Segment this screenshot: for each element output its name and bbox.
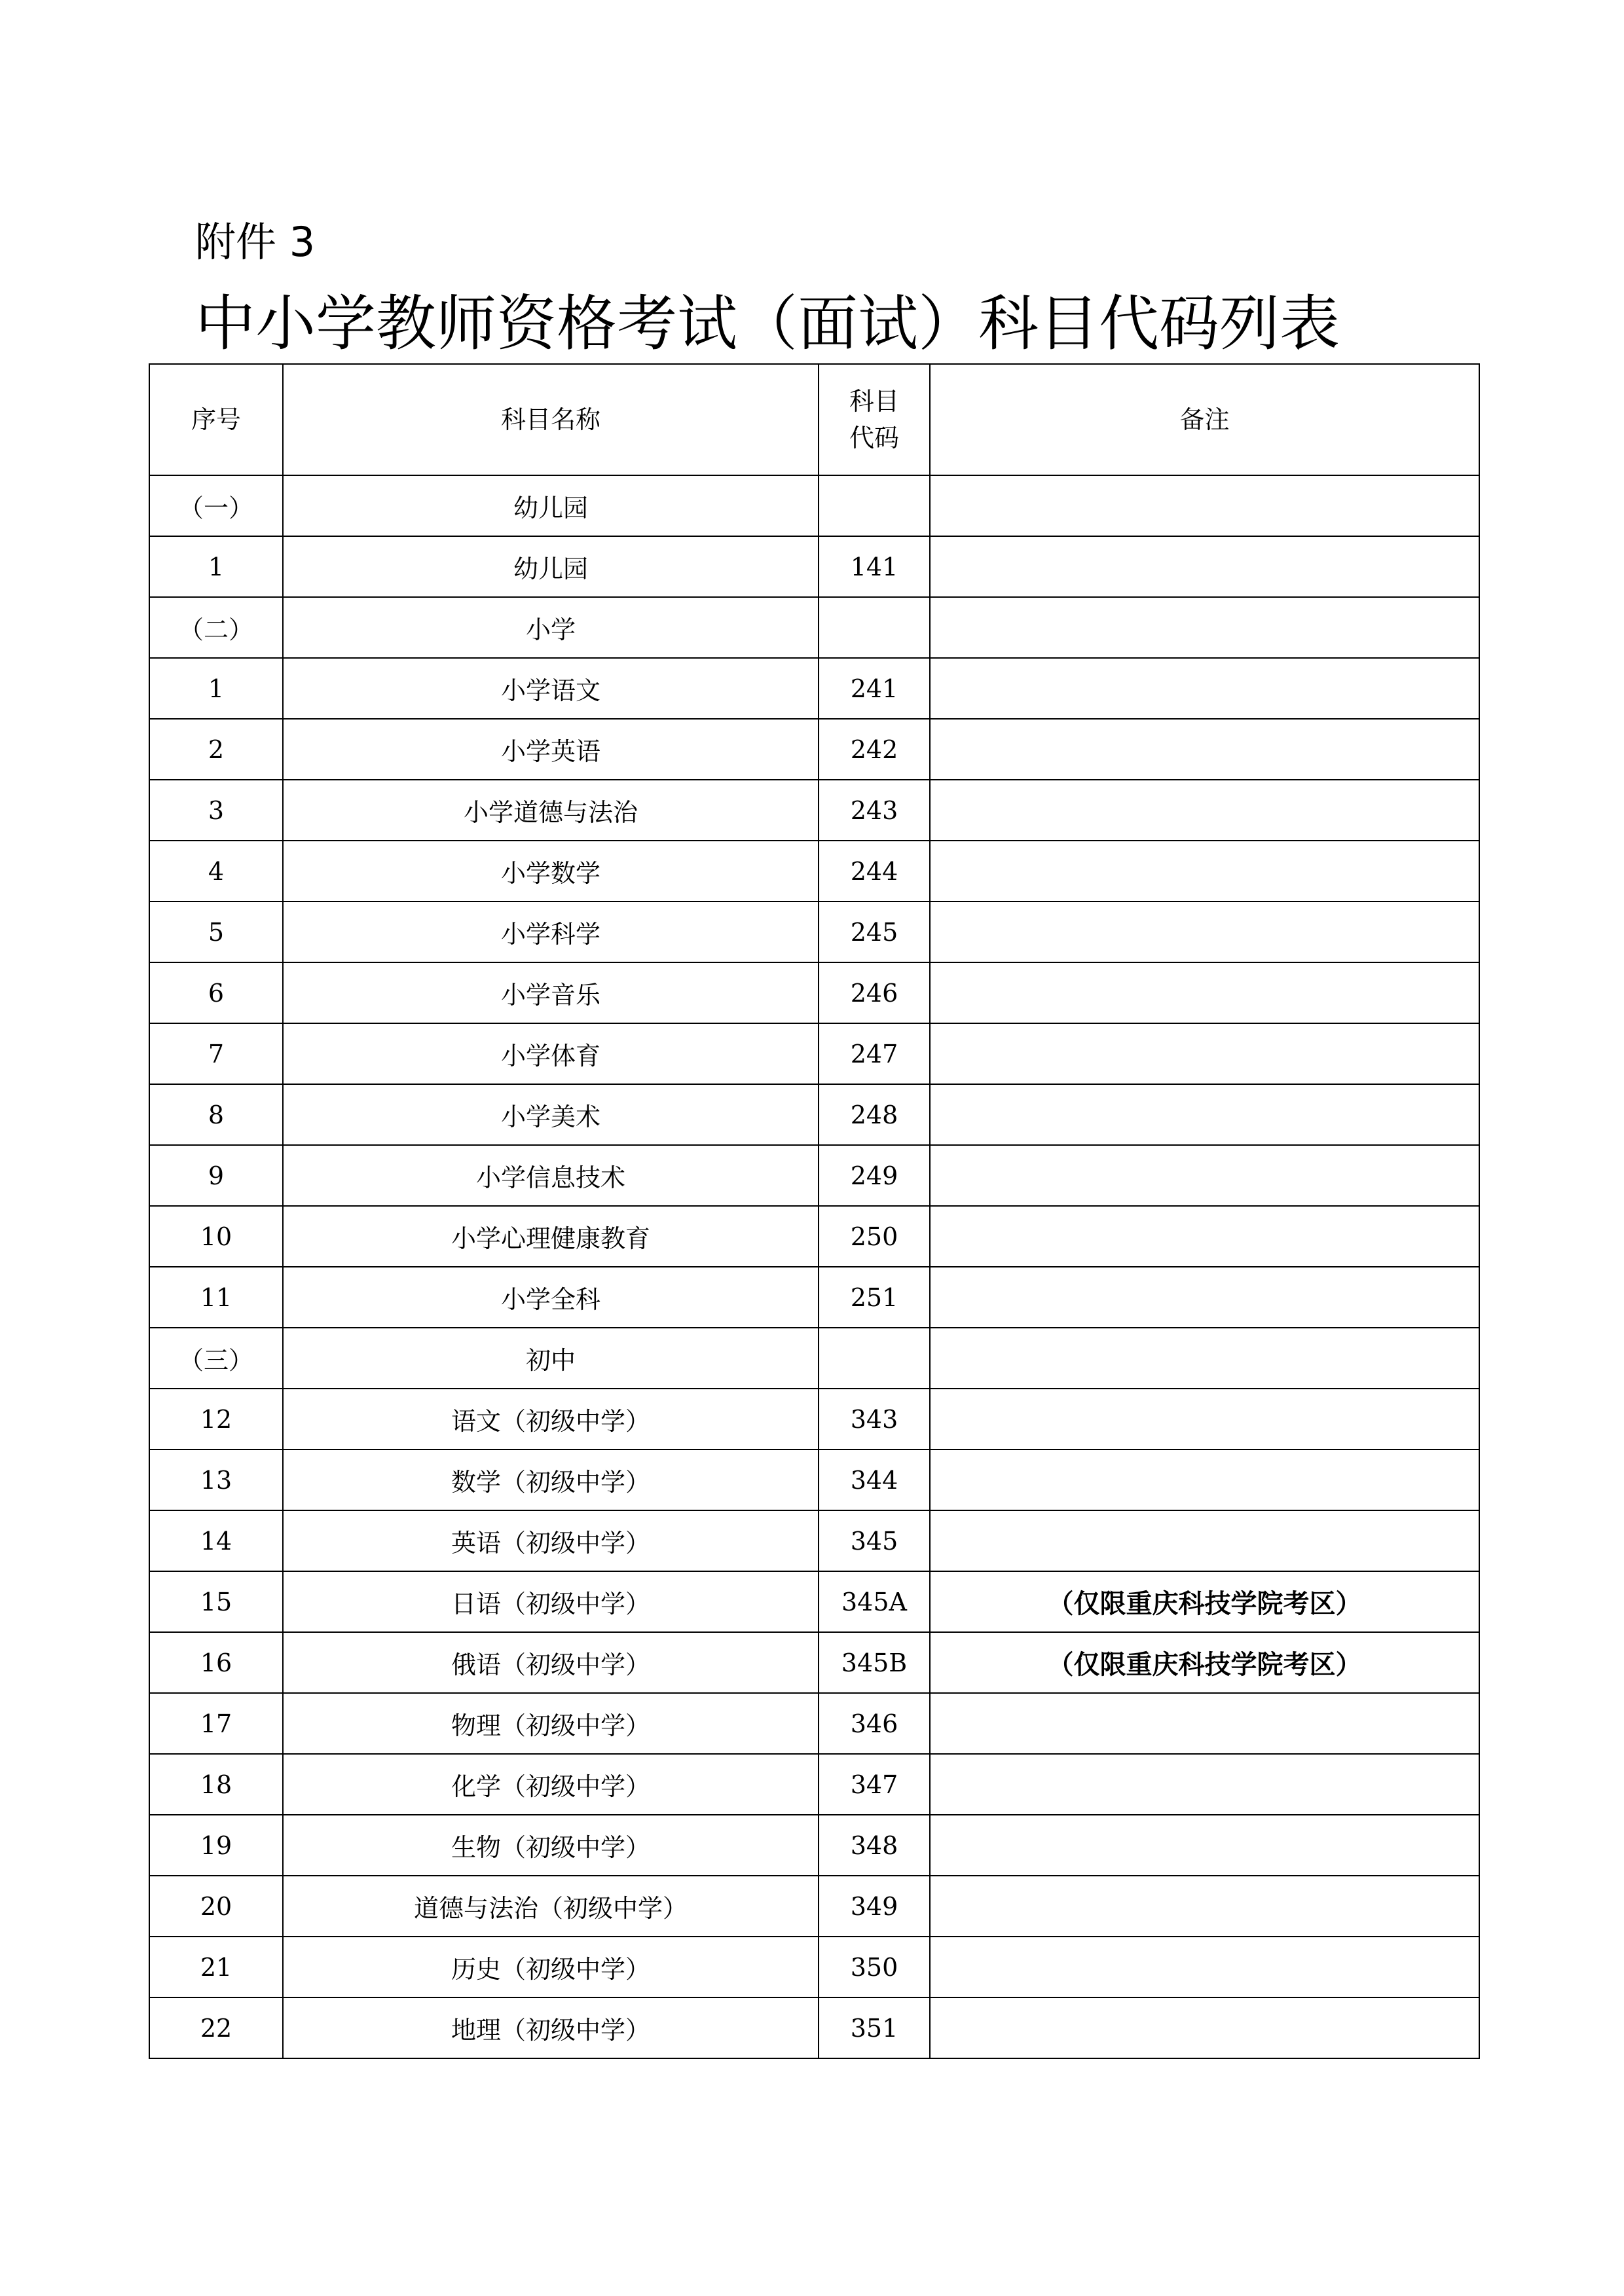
row-remark bbox=[930, 780, 1479, 841]
row-seq bbox=[149, 1754, 283, 1815]
row-subject-code: 248 bbox=[819, 1084, 930, 1145]
row-subject-code: 347 bbox=[819, 1754, 930, 1815]
row-seq bbox=[149, 1815, 283, 1876]
row-subject-name: 俄语（初级中学） bbox=[283, 1632, 819, 1693]
subject-code-table bbox=[149, 363, 1480, 2059]
row-remark bbox=[930, 1023, 1479, 1084]
row-subject-name: 小学美术 bbox=[283, 1084, 819, 1145]
table-row bbox=[149, 1449, 1479, 1510]
row-subject-code: 241 bbox=[819, 658, 930, 719]
table-row bbox=[149, 841, 1479, 902]
row-seq-text: 18 bbox=[200, 1770, 232, 1799]
row-subject-name: 小学 bbox=[283, 597, 819, 658]
row-subject-code: 351 bbox=[819, 1997, 930, 2058]
row-subject-code: 242 bbox=[819, 719, 930, 780]
row-subject-name: 小学心理健康教育 bbox=[283, 1206, 819, 1267]
table-row bbox=[149, 1328, 1479, 1389]
table-row bbox=[149, 1571, 1479, 1632]
row-seq-text: 20 bbox=[200, 1891, 232, 1921]
row-seq bbox=[149, 1997, 283, 2058]
row-remark bbox=[930, 962, 1479, 1023]
row-remark bbox=[930, 536, 1479, 597]
table-row bbox=[149, 1267, 1479, 1328]
row-seq-text: 1 bbox=[208, 552, 225, 581]
row-seq bbox=[149, 658, 283, 719]
row-seq-text: 11 bbox=[200, 1283, 232, 1312]
row-subject-code: 249 bbox=[819, 1145, 930, 1206]
table-row bbox=[149, 1754, 1479, 1815]
table-row bbox=[149, 1937, 1479, 1997]
row-subject-code: 245 bbox=[819, 902, 930, 962]
row-subject-code: 349 bbox=[819, 1876, 930, 1937]
row-seq bbox=[149, 1023, 283, 1084]
row-subject-name: 数学（初级中学） bbox=[283, 1449, 819, 1510]
row-subject-name: 地理（初级中学） bbox=[283, 1997, 819, 2058]
row-seq-text: 9 bbox=[208, 1161, 225, 1190]
row-seq bbox=[149, 902, 283, 962]
row-remark bbox=[930, 1997, 1479, 2058]
row-remark bbox=[930, 1084, 1479, 1145]
row-remark bbox=[930, 597, 1479, 658]
table-row bbox=[149, 1510, 1479, 1571]
row-remark bbox=[930, 1754, 1479, 1815]
row-seq-text: 19 bbox=[200, 1831, 232, 1860]
row-seq bbox=[149, 1876, 283, 1937]
row-remark bbox=[930, 1267, 1479, 1328]
table-row bbox=[149, 1815, 1479, 1876]
row-subject-name: 历史（初级中学） bbox=[283, 1937, 819, 1997]
row-seq bbox=[149, 1632, 283, 1693]
row-seq-text: 15 bbox=[200, 1587, 232, 1616]
row-seq-text: 12 bbox=[200, 1404, 232, 1434]
header-subject-code bbox=[819, 364, 930, 475]
row-seq-text: 4 bbox=[208, 856, 225, 886]
row-seq-text: 1 bbox=[208, 674, 225, 703]
row-subject-name: 小学体育 bbox=[283, 1023, 819, 1084]
table-row bbox=[149, 1145, 1479, 1206]
row-seq: （二） bbox=[149, 597, 283, 658]
row-seq-text: 21 bbox=[200, 1952, 232, 1982]
page-title: 中小学教师资格考试（面试）科目代码列表 bbox=[195, 289, 1340, 359]
row-remark bbox=[930, 658, 1479, 719]
header-remark: 备注 bbox=[930, 364, 1479, 475]
row-remark bbox=[930, 1389, 1479, 1449]
row-subject-name: 化学（初级中学） bbox=[283, 1754, 819, 1815]
row-seq bbox=[149, 1571, 283, 1632]
row-subject-code: 348 bbox=[819, 1815, 930, 1876]
row-subject-name: 生物（初级中学） bbox=[283, 1815, 819, 1876]
row-subject-code: 345 bbox=[819, 1510, 930, 1571]
table-row bbox=[149, 780, 1479, 841]
row-seq-text: 14 bbox=[200, 1526, 232, 1556]
row-subject-code: 344 bbox=[819, 1449, 930, 1510]
table-row bbox=[149, 1693, 1479, 1754]
row-seq-text: 2 bbox=[208, 735, 225, 764]
row-seq bbox=[149, 841, 283, 902]
row-seq: （三） bbox=[149, 1328, 283, 1389]
row-remark bbox=[930, 1449, 1479, 1510]
table-body bbox=[149, 364, 1479, 2058]
row-seq-text: 13 bbox=[200, 1465, 232, 1495]
row-seq-text: 22 bbox=[200, 2013, 232, 2043]
row-subject-code bbox=[819, 475, 930, 536]
table-row bbox=[149, 1206, 1479, 1267]
row-subject-code: 346 bbox=[819, 1693, 930, 1754]
row-remark bbox=[930, 1206, 1479, 1267]
row-subject-name: 小学全科 bbox=[283, 1267, 819, 1328]
row-subject-name: 道德与法治（初级中学） bbox=[283, 1876, 819, 1937]
row-remark bbox=[930, 1510, 1479, 1571]
table-header-row bbox=[149, 364, 1479, 475]
row-remark: （仅限重庆科技学院考区） bbox=[930, 1632, 1479, 1693]
row-seq bbox=[149, 962, 283, 1023]
table-row bbox=[149, 1084, 1479, 1145]
row-subject-code: 251 bbox=[819, 1267, 930, 1328]
row-subject-name: 幼儿园 bbox=[283, 536, 819, 597]
row-subject-code bbox=[819, 597, 930, 658]
row-seq-text: 5 bbox=[208, 917, 225, 947]
row-subject-code bbox=[819, 1328, 930, 1389]
row-subject-name: 幼儿园 bbox=[283, 475, 819, 536]
header-seq: 序号 bbox=[149, 364, 283, 475]
row-subject-name: 初中 bbox=[283, 1328, 819, 1389]
row-subject-code: 250 bbox=[819, 1206, 930, 1267]
table-row bbox=[149, 719, 1479, 780]
row-subject-code: 350 bbox=[819, 1937, 930, 1997]
row-subject-code: 243 bbox=[819, 780, 930, 841]
row-seq bbox=[149, 1937, 283, 1997]
row-subject-name: 小学英语 bbox=[283, 719, 819, 780]
table-row bbox=[149, 1389, 1479, 1449]
table-row bbox=[149, 658, 1479, 719]
row-subject-code: 345A bbox=[819, 1571, 930, 1632]
row-subject-code: 345B bbox=[819, 1632, 930, 1693]
row-subject-name: 小学语文 bbox=[283, 658, 819, 719]
row-remark bbox=[930, 841, 1479, 902]
row-remark bbox=[930, 719, 1479, 780]
row-remark bbox=[930, 475, 1479, 536]
row-seq-text: 17 bbox=[200, 1709, 232, 1738]
row-seq bbox=[149, 719, 283, 780]
row-remark bbox=[930, 902, 1479, 962]
table-row bbox=[149, 1632, 1479, 1693]
table-row bbox=[149, 1876, 1479, 1937]
table-row bbox=[149, 902, 1479, 962]
row-remark bbox=[930, 1145, 1479, 1206]
row-subject-code: 244 bbox=[819, 841, 930, 902]
row-subject-name: 语文（初级中学） bbox=[283, 1389, 819, 1449]
row-seq bbox=[149, 1084, 283, 1145]
row-seq bbox=[149, 1449, 283, 1510]
table-row bbox=[149, 475, 1479, 536]
row-remark bbox=[930, 1328, 1479, 1389]
row-subject-name: 英语（初级中学） bbox=[283, 1510, 819, 1571]
row-seq-text: 3 bbox=[208, 795, 225, 825]
row-subject-name: 小学科学 bbox=[283, 902, 819, 962]
row-seq bbox=[149, 1693, 283, 1754]
row-remark bbox=[930, 1815, 1479, 1876]
row-seq bbox=[149, 536, 283, 597]
row-remark bbox=[930, 1876, 1479, 1937]
row-seq bbox=[149, 1267, 283, 1328]
row-remark: （仅限重庆科技学院考区） bbox=[930, 1571, 1479, 1632]
header-code-line2: 代码 bbox=[849, 424, 899, 452]
table-row bbox=[149, 1997, 1479, 2058]
row-seq bbox=[149, 780, 283, 841]
header-code-line1: 科目 bbox=[849, 387, 899, 416]
row-seq: （一） bbox=[149, 475, 283, 536]
row-seq-text: 10 bbox=[200, 1222, 232, 1251]
row-subject-name: 小学道德与法治 bbox=[283, 780, 819, 841]
row-seq bbox=[149, 1145, 283, 1206]
row-subject-code: 247 bbox=[819, 1023, 930, 1084]
header-subject-name: 科目名称 bbox=[283, 364, 819, 475]
row-seq bbox=[149, 1206, 283, 1267]
row-subject-code: 343 bbox=[819, 1389, 930, 1449]
row-seq bbox=[149, 1389, 283, 1449]
table-row bbox=[149, 597, 1479, 658]
row-subject-name: 日语（初级中学） bbox=[283, 1571, 819, 1632]
table-row bbox=[149, 536, 1479, 597]
table-row bbox=[149, 1023, 1479, 1084]
row-remark bbox=[930, 1937, 1479, 1997]
table-row bbox=[149, 962, 1479, 1023]
row-subject-name: 物理（初级中学） bbox=[283, 1693, 819, 1754]
row-seq-text: 8 bbox=[208, 1100, 225, 1129]
row-subject-name: 小学数学 bbox=[283, 841, 819, 902]
row-subject-code: 141 bbox=[819, 536, 930, 597]
row-seq-text: 6 bbox=[208, 978, 225, 1008]
row-subject-code: 246 bbox=[819, 962, 930, 1023]
row-subject-name: 小学音乐 bbox=[283, 962, 819, 1023]
row-seq bbox=[149, 1510, 283, 1571]
row-subject-name: 小学信息技术 bbox=[283, 1145, 819, 1206]
attachment-label: 附件 3 bbox=[195, 218, 316, 266]
row-seq-text: 7 bbox=[208, 1039, 225, 1068]
row-seq-text: 16 bbox=[200, 1648, 232, 1677]
row-remark bbox=[930, 1693, 1479, 1754]
